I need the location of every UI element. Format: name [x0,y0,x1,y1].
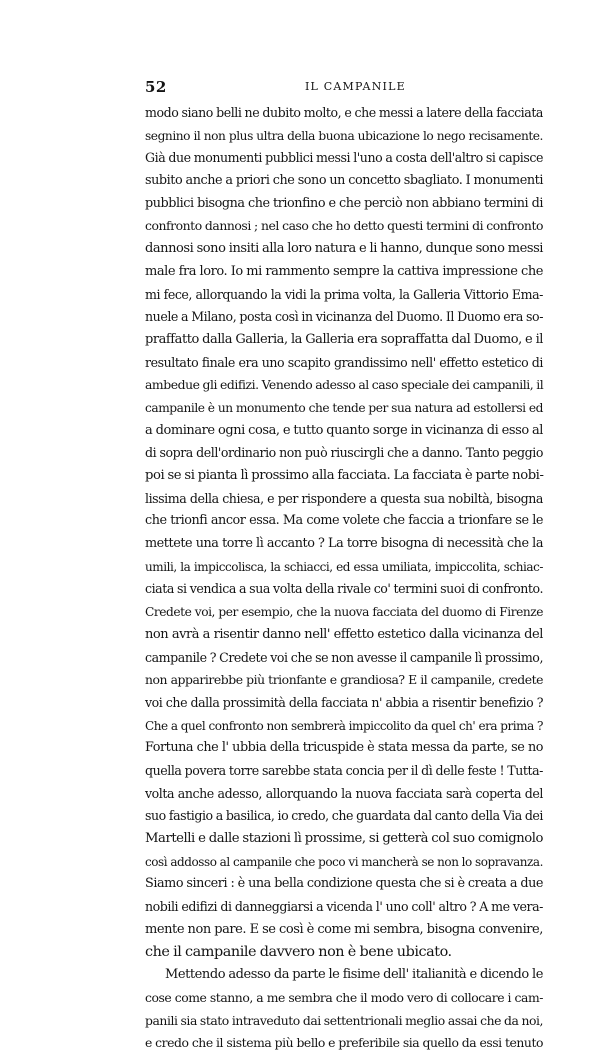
text-line: dannosi sono insiti alla loro natura e li hanno, dunque sono messi [145,241,543,257]
text-line: modo siano belli ne dubito molto, e che messi a latere della facciata [145,105,543,120]
text-line: praffatto dalla Galleria, la Galleria era sopraffatta dal Duomo, e il [145,331,543,347]
text-line: Credete voi, per esempio, che la nuova facciata del duomo di Firenze [145,605,543,620]
text-line: Fortuna che l' ubbia della tricuspide è stata messa da parte, se no [145,740,543,756]
page-header [145,78,543,96]
text-line: non avrà a risentir danno nell' effetto estetico dalla vicinanza del [145,626,543,642]
text-line: Che a quel confronto non sembrerà impiccolito da quel ch' era prima ? [145,718,543,733]
text-line: campanile ? Credete voi che se non avesse il campanile lì prossimo, [145,649,543,665]
text-line: nuele a Milano, posta così in vicinanza del Duomo. Il Duomo era so- [145,309,543,325]
text-line: quella povera torre sarebbe stata concia per il dì delle feste ! Tutta- [145,762,543,778]
text-line: panili sia stato intraveduto dai settentrionali meglio assai che da noi, [145,1012,543,1028]
text-line: volta anche adesso, allorquando la nuova facciata sarà coperta del [145,785,543,801]
text-line: Mettendo adesso da parte le fisime dell' italianità e dicendo le [165,967,543,983]
text-line: male fra loro. Io mi rammento sempre la cattiva impressione che [145,263,543,279]
text-line: pubblici bisogna che trionfino e che perciò non abbiano termini di [145,195,543,211]
running-title: IL CAMPANILE [305,80,406,93]
text-line: segnino il non plus ultra della buona ubicazione lo nego recisamente. [145,128,543,143]
text-line: a dominare ogni cosa, e tutto quanto sorge in vicinanza di esso al [145,422,543,438]
text-line: mettete una torre lì accanto ? La torre bisogna di necessità che la [145,536,543,552]
text-line: poi se si pianta lì prossimo alla facciata. La facciata è parte nobi- [145,468,544,483]
text-line: Martelli e dalle stazioni lì prossime, si getterà col suo comignolo [145,831,543,846]
text-line: che trionfi ancor essa. Ma come volete che faccia a trionfare se le [145,513,543,529]
text-line: umili, la impiccolisca, la schiacci, ed essa umiliata, impiccolita, schiac- [145,559,543,574]
text-line: suo fastigio a basilica, io credo, che guardata dal canto della Via dei [145,808,544,824]
text-line: subito anche a priori che sono un concetto sbagliato. I monumenti [145,173,543,189]
text-line: campanile è un monumento che tende per sua natura ad estollersi ed [145,400,543,415]
text-line: resultato finale era uno scapito grandissimo nell' effetto estetico di [145,354,543,370]
text-line: Siamo sinceri : è una bella condizione questa che si è creata a due [145,876,543,892]
text-line: di sopra dell'ordinario non può riuscirgli che a danno. Tanto peggio [145,445,543,461]
page-number: 52 [145,78,167,96]
text-line: ciata si vendica a sua volta della rivale co' termini suoi di confronto. [145,581,543,597]
text-line: confronto dannosi ; nel caso che ho detto questi termini di confronto [145,218,543,234]
text-line: cose come stanno, a me sembra che il modo vero di collocare i cam- [145,989,543,1005]
text-line: voi che dalla prossimità della facciata n' abbia a risentir benefizio ? [145,694,543,710]
text-line: ambedue gli edifizi. Venendo adesso al caso speciale dei campanili, il [145,377,544,393]
text-line: nobili edifizi di danneggiarsi a vicenda l' uno coll' altro ? A me vera- [145,899,543,915]
text-line: non apparirebbe più trionfante e grandiosa? E il campanile, credete [145,672,543,688]
text-line: lissima della chiesa, e per rispondere a questa sua nobiltà, bisogna [145,490,543,506]
text-line: e credo che il sistema più bello e preferibile sia quello da essi tenuto [145,1035,543,1051]
text-line: così addosso al campanile che poco vi mancherà se non lo sopravanza. [145,854,543,869]
text-line: mi fece, allorquando la vidi la prima volta, la Galleria Vittorio Ema- [145,286,543,302]
body-text [145,102,543,1055]
text-line: mente non pare. E se così è come mi sembra, bisogna convenire, [145,921,543,937]
text-line: Già due monumenti pubblici messi l'uno a costa dell'altro si capisce [145,150,543,166]
text-line: che il campanile davvero non è bene ubicato. [145,944,452,961]
